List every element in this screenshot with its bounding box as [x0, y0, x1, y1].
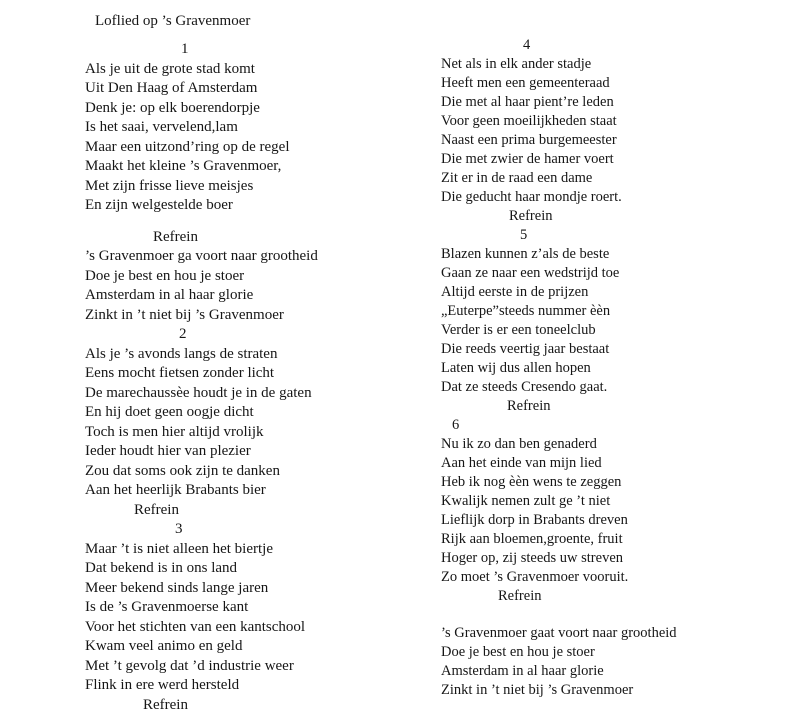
verse-line: De marechaussèe houdt je in de gaten [85, 384, 312, 401]
verse-line: Lieflijk dorp in Brabants dreven [441, 512, 628, 528]
verse-line: Die reeds veertig jaar bestaat [441, 341, 610, 357]
verse-line: Dat ze steeds Cresendo gaat. [441, 379, 608, 395]
document-title: Loflied op ’s Gravenmoer [95, 13, 251, 29]
verse-line: Maar een uitzond’ring op de regel [85, 138, 290, 155]
verse-line: Maakt het kleine ’s Gravenmoer, [85, 158, 282, 174]
refrain-label: Refrein [509, 208, 553, 224]
verse-line: Met ’t gevolg dat ’d industrie weer [85, 657, 294, 674]
verse-line: Eens mocht fietsen zonder licht [85, 365, 275, 381]
verse-line: Nu ik zo dan ben genaderd [441, 436, 597, 452]
verse-line: Zit er in de raad een dame [441, 170, 593, 186]
refrain-label: Refrein [153, 228, 198, 245]
verse-line: En hij doet geen oogje dicht [85, 404, 254, 420]
verse-line: ’s Gravenmoer gaat voort naar grootheid [441, 625, 677, 641]
verse-line: Is het saai, vervelend,lam [85, 119, 238, 135]
refrain-label: Refrein [143, 696, 188, 713]
verse-line: Doe je best en hou je stoer [441, 644, 595, 660]
verse-line: Als je ’s avonds langs de straten [85, 345, 278, 362]
refrain-label: Refrein [134, 501, 179, 518]
verse-line: Doe je best en hou je stoer [85, 267, 245, 284]
verse-line: Die met al haar pient’re leden [441, 94, 614, 110]
verse-line: Amsterdam in al haar glorie [441, 663, 604, 679]
verse-line: Ieder houdt hier van plezier [85, 443, 251, 459]
verse-line: Kwalijk nemen zult ge ’t niet [441, 493, 611, 509]
verse-line: Voor het stichten van een kantschool [85, 618, 306, 635]
verse-line: Die met zwier de hamer voert [441, 151, 614, 167]
column-gap [441, 606, 721, 624]
verse-line: Zo moet ’s Gravenmoer vooruit. [441, 569, 629, 585]
verse-line: Zou dat soms ook zijn te danken [85, 462, 280, 479]
verse-line: Die geducht haar mondje roert. [441, 189, 622, 205]
verse-line: Net als in elk ander stadje [441, 56, 592, 72]
refrain-label: Refrein [507, 398, 551, 414]
verse-line: Aan het heerlijk Brabants bier [85, 482, 266, 498]
verse-line: Toch is men hier altijd vrolijk [85, 423, 264, 440]
verse-line: Aan het einde van mijn lied [441, 455, 602, 471]
verse-line: En zijn welgestelde boer [85, 197, 233, 213]
verse-number: 4 [523, 37, 531, 53]
verse-line: ’s Gravenmoer ga voort naar grootheid [85, 248, 318, 264]
verse-number: 3 [175, 521, 183, 537]
verse-line: Denk je: op elk boerendorpje [85, 99, 260, 116]
column-right [441, 36, 721, 700]
verse-line: Blazen kunnen z’als de beste [441, 246, 610, 262]
verse-line: Hoger op, zij steeds uw streven [441, 550, 624, 566]
verse-line: Zinkt in ’t niet bij ’s Gravenmoer [85, 306, 284, 323]
verse-line: Meer bekend sinds lange jaren [85, 579, 269, 596]
verse-line: Zinkt in ’t niet bij ’s Gravenmoer [441, 682, 634, 698]
verse-number: 2 [179, 326, 187, 342]
verse-number: 1 [181, 41, 189, 57]
verse-line: Voor geen moeilijkheden staat [441, 113, 617, 129]
verse-line: Is de ’s Gravenmoerse kant [85, 599, 249, 615]
verse-line: Gaan ze naar een wedstrijd toe [441, 265, 620, 281]
verse-line: Uit Den Haag of Amsterdam [85, 80, 258, 96]
refrain-label: Refrein [498, 588, 542, 604]
verse-line: Rijk aan bloemen,groente, fruit [441, 531, 623, 547]
verse-line: Kwam veel animo en geld [85, 638, 243, 654]
verse-line: Amsterdam in al haar glorie [85, 287, 254, 303]
verse-line: Met zijn frisse lieve meisjes [85, 177, 254, 194]
verse-line: Altijd eerste in de prijzen [441, 284, 589, 300]
verse-line: Verder is er een toneelclub [441, 322, 596, 338]
column-left [85, 40, 405, 715]
verse-line: Heb ik nog èèn wens te zeggen [441, 474, 622, 490]
verse-line: Heeft men een gemeenteraad [441, 75, 610, 91]
verse-line: Dat bekend is in ons land [85, 560, 238, 576]
verse-line: Laten wij dus allen hopen [441, 360, 591, 376]
verse-number: 6 [452, 417, 460, 433]
verse-line: „Euterpe”steeds nummer èèn [441, 303, 611, 319]
verse-line: Als je uit de grote stad komt [85, 60, 255, 77]
verse-number: 5 [520, 227, 528, 243]
verse-line: Maar ’t is niet alleen het biertje [85, 540, 273, 557]
verse-line: Naast een prima burgemeester [441, 132, 617, 148]
verse-line: Flink in ere werd hersteld [85, 677, 240, 693]
column-gap [85, 216, 405, 228]
